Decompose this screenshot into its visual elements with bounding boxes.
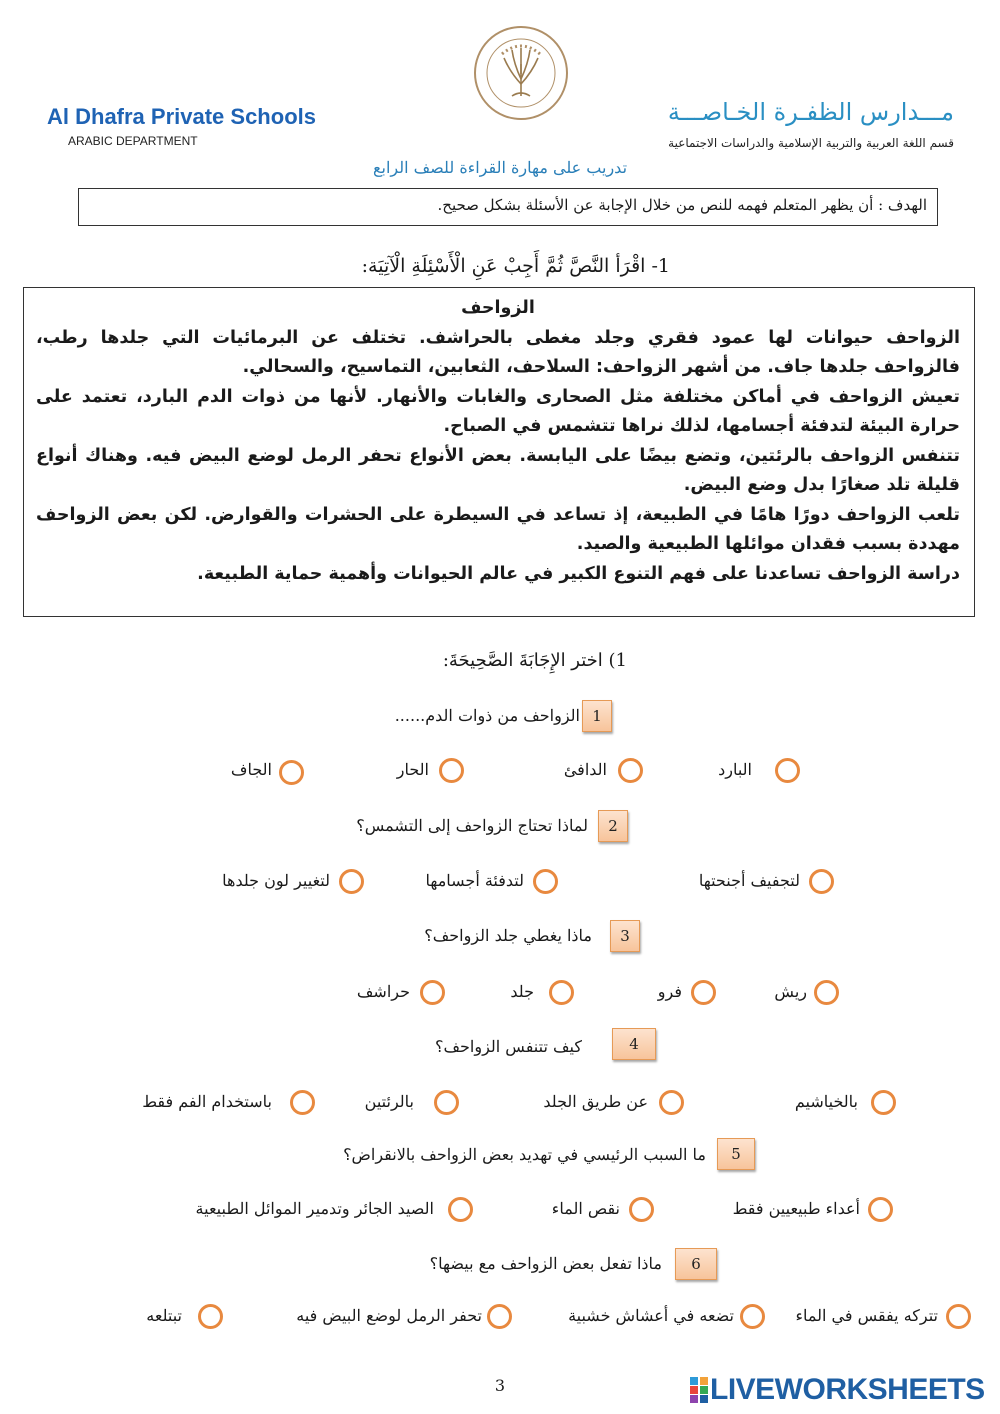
worksheet-subtitle: تدريب على مهارة القراءة للصف الرابع	[372, 158, 628, 177]
option-label: ريش	[774, 982, 807, 1001]
option-label: باستخدام الفم فقط	[142, 1092, 272, 1111]
option-radio[interactable]	[809, 869, 834, 894]
option-radio[interactable]	[448, 1197, 473, 1222]
option-label: البارد	[718, 760, 752, 779]
department-name-en: ARABIC DEPARTMENT	[68, 134, 198, 148]
question-text: الزواحف من ذوات الدم......	[394, 706, 580, 725]
option-radio[interactable]	[946, 1304, 971, 1329]
question-number-badge: 1	[582, 700, 612, 732]
option-label: الصيد الجائر وتدمير الموائل الطبيعية	[195, 1199, 434, 1218]
option-label: حراشف	[356, 982, 410, 1001]
question-number-badge: 6	[675, 1248, 717, 1280]
option-radio[interactable]	[868, 1197, 893, 1222]
liveworksheets-logo-icon	[690, 1377, 708, 1403]
option-label: أعداء طبيعيين فقط	[732, 1199, 860, 1218]
option-radio[interactable]	[487, 1304, 512, 1329]
passage-paragraph: تعيش الزواحف في أماكن مختلفة مثل الصحارى والغابات والأنهار. لأنها من ذوات الدم البارد، تعتمد على حرارة البيئة لتدفئة أجسامها، لذلك نراها تتشمس في الصباح.	[36, 386, 960, 436]
option-radio[interactable]	[618, 758, 643, 783]
option-radio[interactable]	[439, 758, 464, 783]
option-label: فرو	[657, 982, 682, 1001]
option-label: لتدفئة أجسامها	[425, 871, 524, 890]
option-label: بالخياشيم	[794, 1092, 858, 1111]
option-label: عن طريق الجلد	[543, 1092, 648, 1111]
school-name-en: Al Dhafra Private Schools	[47, 104, 316, 129]
liveworksheets-wordmark: LIVEWORKSHEETS	[710, 1373, 985, 1406]
option-label: جلد	[510, 982, 534, 1001]
question-number-badge: 2	[598, 810, 628, 842]
question-text: ماذا تفعل بعض الزواحف مع بيضها؟	[429, 1254, 662, 1273]
option-label: نقص الماء	[551, 1199, 620, 1218]
goal-box: الهدف : أن يظهر المتعلم فهمه للنص من خلال الإجابة عن الأسئلة بشكل صحيح.	[78, 188, 938, 226]
passage-paragraph: الزواحف حيوانات لها عمود فقري وجلد مغطى بالحراشف. تختلف عن البرمائيات التي جلدها رطب، فالزواحف جلدها جاف. من أشهر الزواحف: السلاحف، الثعابين، التماسيح، والسحالي.	[36, 327, 960, 377]
school-emblem-icon	[472, 24, 570, 122]
reading-passage	[23, 287, 975, 617]
question-text: ماذا يغطي جلد الزواحف؟	[424, 926, 592, 945]
option-radio[interactable]	[740, 1304, 765, 1329]
option-radio[interactable]	[549, 980, 574, 1005]
option-radio[interactable]	[339, 869, 364, 894]
page-number: 3	[494, 1376, 506, 1395]
option-label: الجاف	[230, 760, 272, 779]
question-text: كيف تتنفس الزواحف؟	[434, 1037, 582, 1056]
reading-instruction: 1- اقْرَأ النَّصَّ ثُمَّ أَجِبْ عَنِ الْأَسْئِلَةِ الْآتِيَة:	[361, 255, 670, 277]
option-label: الدافئ	[563, 760, 607, 779]
question-number-badge: 4	[612, 1028, 656, 1060]
option-radio[interactable]	[775, 758, 800, 783]
school-name-ar: مـــدارس الظفـرة الخـاصـــة	[667, 98, 954, 126]
option-radio[interactable]	[434, 1090, 459, 1115]
question-intro: 1) اختر الإِجَابَةَ الصَّحِيحَةَ:	[442, 650, 627, 671]
option-label: تتركه يفقس في الماء	[795, 1306, 938, 1325]
option-radio[interactable]	[533, 869, 558, 894]
option-radio[interactable]	[420, 980, 445, 1005]
option-radio[interactable]	[198, 1304, 223, 1329]
option-radio[interactable]	[691, 980, 716, 1005]
question-text: ما السبب الرئيسي في تهديد بعض الزواحف بالانقراض؟	[343, 1145, 706, 1164]
passage-paragraph: تتنفس الزواحف بالرئتين، وتضع بيضًا على اليابسة. بعض الأنواع تحفر الرمل لوضع البيض فيه. وهناك أنواع قليلة تلد صغارًا بدل وضع البيض.	[36, 445, 960, 495]
option-label: تضعه في أعشاش خشبية	[568, 1306, 734, 1325]
question-number-badge: 3	[610, 920, 640, 952]
passage-paragraph: دراسة الزواحف تساعدنا على فهم التنوع الكبير في عالم الحيوانات وأهمية حماية الطبيعة.	[197, 563, 960, 584]
option-label: الحار	[396, 760, 429, 779]
option-label: لتجفيف أجنحتها	[698, 871, 800, 890]
option-radio[interactable]	[659, 1090, 684, 1115]
option-radio[interactable]	[629, 1197, 654, 1222]
option-radio[interactable]	[871, 1090, 896, 1115]
department-name-ar: قسم اللغة العربية والتربية الإسلامية والدراسات الاجتماعية	[668, 136, 954, 150]
option-radio[interactable]	[814, 980, 839, 1005]
option-label: بالرئتين	[364, 1092, 414, 1111]
passage-paragraph: تلعب الزواحف دورًا هامًا في الطبيعة، إذ تساعد في السيطرة على الحشرات والقوارض. لكن بعض الزواحف مهددة بسبب فقدان موائلها الطبيعية والصيد.	[36, 504, 960, 554]
question-number-badge: 5	[717, 1138, 755, 1170]
option-radio[interactable]	[279, 760, 304, 785]
passage-title: الزواحف	[461, 298, 535, 318]
question-text: لماذا تحتاج الزواحف إلى التشمس؟	[356, 816, 588, 835]
liveworksheets-brand[interactable]	[690, 1373, 985, 1407]
option-label: لتغيير لون جلدها	[222, 871, 330, 890]
option-label: تبتلعه	[146, 1306, 182, 1325]
option-label: تحفر الرمل لوضع البيض فيه	[296, 1306, 482, 1325]
option-radio[interactable]	[290, 1090, 315, 1115]
